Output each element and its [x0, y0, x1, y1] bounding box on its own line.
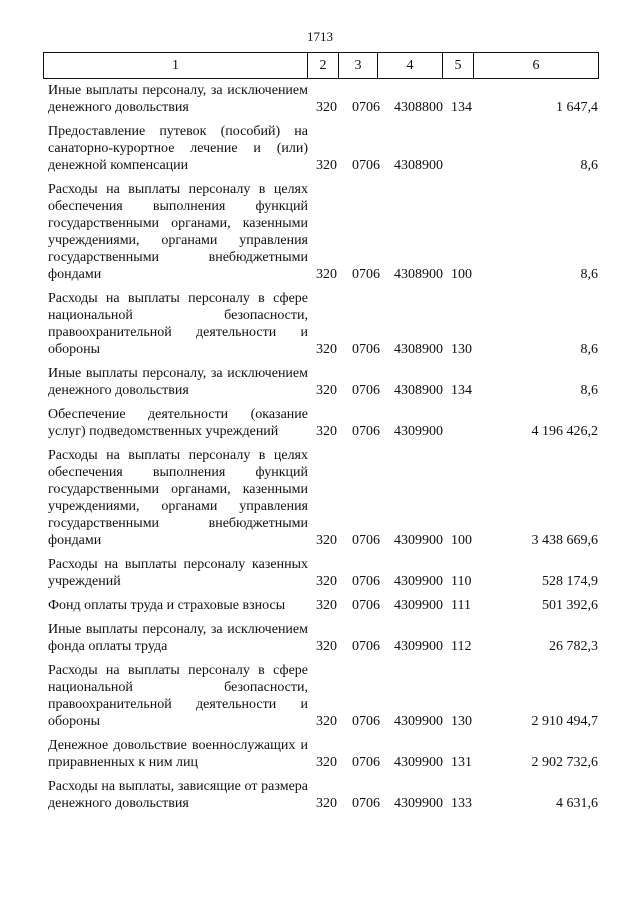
row-section-code: 0706 [352, 383, 380, 398]
row-amount: 8,6 [580, 267, 598, 282]
row-expense-code: 133 [451, 796, 472, 811]
row-target-code: 4309900 [394, 639, 443, 654]
row-admin-code: 320 [316, 424, 337, 439]
row-description: Предоставление путевок (пособий) на санаторно-курортное лечение и (или) денежной компенсации [48, 124, 308, 173]
row-admin-code: 320 [316, 574, 337, 589]
row-section-code: 0706 [352, 755, 380, 770]
row-amount: 26 782,3 [549, 639, 598, 654]
row-amount: 501 392,6 [542, 598, 598, 613]
row-expense-code: 134 [451, 383, 472, 398]
column-header-table [43, 52, 599, 79]
row-description: Иные выплаты персоналу, за исключением денежного довольствия [48, 83, 308, 115]
row-expense-code: 110 [451, 574, 472, 589]
row-target-code: 4308900 [394, 383, 443, 398]
table-row [0, 365, 640, 399]
row-admin-code: 320 [316, 267, 337, 282]
row-expense-code: 100 [451, 533, 472, 548]
row-amount: 8,6 [580, 383, 598, 398]
row-amount: 528 174,9 [542, 574, 598, 589]
row-amount: 8,6 [580, 158, 598, 173]
row-expense-code: 134 [451, 100, 472, 115]
row-description: Расходы на выплаты персоналу в сфере национальной безопасности, правоохранительной деятельности и обороны [48, 663, 308, 729]
header-col-6: 6 [474, 53, 599, 79]
row-target-code: 4309900 [394, 424, 443, 439]
row-target-code: 4308800 [394, 100, 443, 115]
row-admin-code: 320 [316, 383, 337, 398]
header-col-3: 3 [339, 53, 378, 79]
row-expense-code: 131 [451, 755, 472, 770]
row-amount: 2 910 494,7 [531, 714, 598, 729]
row-admin-code: 320 [316, 100, 337, 115]
table-row [0, 82, 640, 116]
row-section-code: 0706 [352, 158, 380, 173]
row-admin-code: 320 [316, 342, 337, 357]
row-target-code: 4309900 [394, 533, 443, 548]
table-row [0, 778, 640, 812]
row-section-code: 0706 [352, 639, 380, 654]
header-col-2: 2 [308, 53, 339, 79]
row-description: Денежное довольствие военнослужащих и приравненных к ним лиц [48, 738, 308, 770]
row-target-code: 4309900 [394, 714, 443, 729]
row-amount: 2 902 732,6 [531, 755, 598, 770]
budget-rows [0, 82, 640, 819]
row-expense-code: 130 [451, 714, 472, 729]
row-admin-code: 320 [316, 714, 337, 729]
page-number: 1713 [307, 29, 333, 44]
row-section-code: 0706 [352, 100, 380, 115]
row-description: Расходы на выплаты персоналу казенных учреждений [48, 557, 308, 589]
row-description: Фонд оплаты труда и страховые взносы [48, 598, 286, 613]
row-target-code: 4309900 [394, 755, 443, 770]
row-description: Расходы на выплаты персоналу в сфере национальной безопасности, правоохранительной деятельности и обороны [48, 291, 308, 357]
table-row [0, 181, 640, 283]
header-col-4: 4 [378, 53, 443, 79]
row-expense-code: 112 [451, 639, 472, 654]
table-row [0, 123, 640, 174]
row-target-code: 4309900 [394, 574, 443, 589]
row-amount: 4 196 426,2 [531, 424, 598, 439]
table-row [0, 447, 640, 549]
table-row [0, 406, 640, 440]
row-section-code: 0706 [352, 714, 380, 729]
row-target-code: 4308900 [394, 342, 443, 357]
row-section-code: 0706 [352, 574, 380, 589]
table-row [0, 621, 640, 655]
row-section-code: 0706 [352, 598, 380, 613]
table-row [0, 290, 640, 358]
table-row [0, 662, 640, 730]
row-section-code: 0706 [352, 533, 380, 548]
row-amount: 1 647,4 [556, 100, 598, 115]
table-row [0, 737, 640, 771]
row-admin-code: 320 [316, 158, 337, 173]
header-col-1: 1 [44, 53, 308, 79]
row-section-code: 0706 [352, 424, 380, 439]
row-section-code: 0706 [352, 796, 380, 811]
row-section-code: 0706 [352, 342, 380, 357]
row-description: Иные выплаты персоналу, за исключением денежного довольствия [48, 366, 308, 398]
row-description: Расходы на выплаты персоналу в целях обеспечения выполнения функций государственными органами, казенными учреждениями, органами управления государственными внебюджетными фондами [48, 182, 308, 282]
row-target-code: 4309900 [394, 598, 443, 613]
row-description: Расходы на выплаты, зависящие от размера денежного довольствия [48, 779, 308, 811]
row-target-code: 4308900 [394, 158, 443, 173]
row-target-code: 4309900 [394, 796, 443, 811]
header-col-5: 5 [443, 53, 474, 79]
row-section-code: 0706 [352, 267, 380, 282]
row-amount: 8,6 [580, 342, 598, 357]
row-expense-code: 100 [451, 267, 472, 282]
row-admin-code: 320 [316, 639, 337, 654]
row-admin-code: 320 [316, 533, 337, 548]
row-expense-code: 130 [451, 342, 472, 357]
row-amount: 4 631,6 [556, 796, 598, 811]
row-admin-code: 320 [316, 598, 337, 613]
row-description: Иные выплаты персоналу, за исключением фонда оплаты труда [48, 622, 308, 654]
row-description: Расходы на выплаты персоналу в целях обеспечения выполнения функций государственными органами, казенными учреждениями, органами управления государственными внебюджетными фондами [48, 448, 308, 548]
row-admin-code: 320 [316, 755, 337, 770]
row-admin-code: 320 [316, 796, 337, 811]
row-amount: 3 438 669,6 [531, 533, 598, 548]
row-description: Обеспечение деятельности (оказание услуг) подведомственных учреждений [48, 407, 308, 439]
column-header-row [44, 53, 599, 79]
row-target-code: 4308900 [394, 267, 443, 282]
row-expense-code: 111 [451, 598, 471, 613]
table-row [0, 556, 640, 590]
table-row [0, 597, 640, 614]
